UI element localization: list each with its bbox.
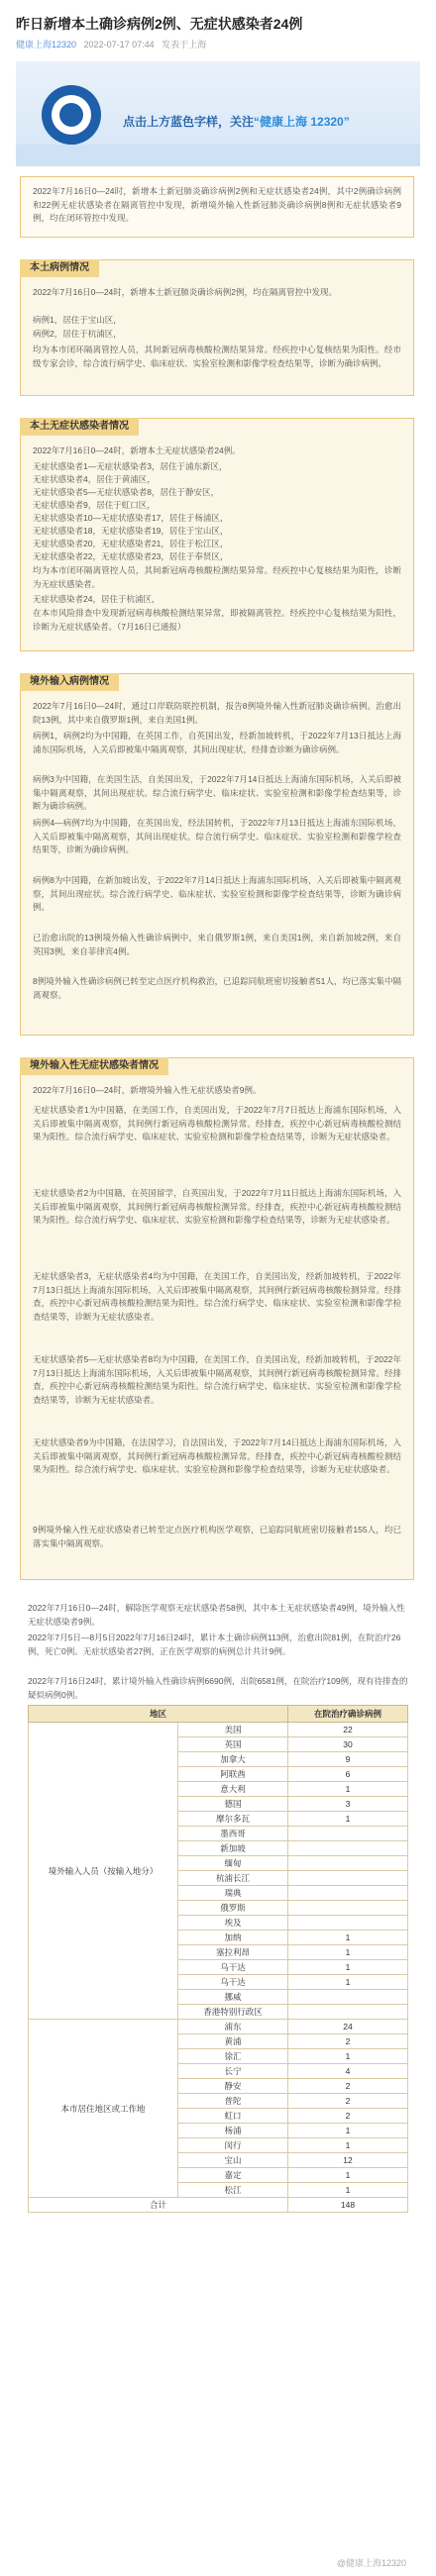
table-cell-region: 杨浦: [178, 2124, 288, 2138]
account-link[interactable]: 健康上海12320: [16, 40, 77, 50]
table-cell-region: 德国: [178, 1797, 288, 1812]
banner-wave: [16, 145, 420, 166]
table-cell-region: 香港特别行政区: [178, 2005, 288, 2020]
table-cell-region: 加拿大: [178, 1752, 288, 1767]
section-heading: 境外输入性无症状感染者情况: [20, 1057, 168, 1075]
table-cell-value: 1: [288, 2138, 408, 2153]
local-asym-line: 无症状感染者24，居住于杭浦区，: [33, 594, 161, 604]
table-row: [29, 2020, 408, 2034]
table-cell-value: 4: [288, 2064, 408, 2079]
table-cell-value: 9: [288, 1752, 408, 1767]
table-row: [29, 1723, 408, 1737]
imported-asym-paragraph: 无症状感染者9为中国籍，在法国学习，自法国出发，于2022年7月14日抵达上海浦东国际机场，入关后即被集中隔离观察，其间例行新冠病毒核酸检测异常。经排查，疾控中心新冠病毒核酸检测结果为阳性。综合流行病学史、临床症状、实验室检测和影像学检查结果等，诊断为无症状感染者。: [33, 1437, 401, 1474]
table-total-label: 合计: [29, 2198, 288, 2213]
table-cell-value: 1: [288, 2049, 408, 2064]
table-cell-region: 新加坡: [178, 1841, 288, 1856]
table-cell-region: 美国: [178, 1723, 288, 1737]
table-cell-region: 加纳: [178, 1931, 288, 1945]
local-asym-line: 无症状感染者9，居住于虹口区，: [33, 500, 156, 510]
table-cell-value: 6: [288, 1767, 408, 1782]
table-cell-region: 挪威: [178, 1990, 288, 2005]
table-header: 在院治疗确诊病例: [288, 1706, 408, 1723]
follow-prompt: [123, 113, 410, 130]
imported-asym-paragraph: 无症状感染者2为中国籍，在英国留学，自英国出发，于2022年7月11日抵达上海浦东国际机场，入关后即被集中隔离观察，其间例行新冠病毒核酸检测异常。经排查，疾控中心新冠病毒核酸检测结果为阳性。综合流行病学史、临床症状、实验室检测和影像学检查结果等，诊断为无症状感染者。: [33, 1188, 401, 1225]
table-cell-region: 宝山: [178, 2153, 288, 2168]
table-cell-region: 黄浦: [178, 2034, 288, 2049]
table-cell-value: [288, 1916, 408, 1931]
table-cell-value: 1: [288, 1931, 408, 1945]
table-cell-value: [288, 1841, 408, 1856]
imported-paragraph: 病例4—病例7均为中国籍，在英国出发，经法国转机，于2022年7月13日抵达上海浦东国际机场，入关后即被集中隔离观察，其间出现症状。综合流行病学史、临床症状、实验室检测和影像学检查结果等，诊断为确诊病例。: [33, 818, 401, 854]
table-cell-value: 1: [288, 2183, 408, 2198]
table-cell-value: [288, 2005, 408, 2020]
eye-logo-icon: [42, 85, 101, 145]
table-cell-value: 2: [288, 2079, 408, 2094]
article-meta: [16, 38, 206, 50]
local-cases-lead: 2022年7月16日0—24时，新增本土新冠肺炎确诊病例2例，均在隔离管控中发现。: [33, 287, 338, 297]
local-asymptomatic-section: [20, 418, 414, 651]
table-header: 地区: [29, 1706, 288, 1723]
summary-note: 2022年7月5日—8月5日2022年7月16日24时，累计本土确诊病例113例，治愈出院81例，在院治疗26例，死亡0例。无症状感染者27例，正在医学观察的病例总计共计9例。: [28, 1633, 401, 1656]
table-cell-region: 虹口: [178, 2109, 288, 2124]
imported-asymptomatic-section: [20, 1057, 414, 1580]
follow-banner[interactable]: [16, 61, 420, 166]
summary-note: 2022年7月16日24时，累计境外输入性确诊病例6690例，出院6581例，在院治疗109例，现有待排查的疑似病例0例。: [28, 1676, 408, 1700]
local-asym-detail: 在本市风险排查中发现新冠病毒核酸检测结果异常，即被隔离管控。经疾控中心复核结果为阳性，诊断为无症状感染者。（7月16日已通报）: [33, 608, 401, 632]
table-cell-region: 乌干达: [178, 1960, 288, 1975]
table-cell-region: 静安: [178, 2079, 288, 2094]
table-cell-value: 1: [288, 1812, 408, 1827]
table-cell-region: 意大利: [178, 1782, 288, 1797]
table-cell-value: [288, 1856, 408, 1871]
local-case-1: 病例1，居住于宝山区，: [33, 315, 122, 325]
follow-prompt-text: 点击上方蓝色字样，关注: [123, 115, 255, 129]
local-cases-detail: 均为本市闭环隔离管控人员，其间新冠病毒核酸检测结果异常。经疾控中心复核结果为阳性。经市级专家会诊，综合流行病学史、临床症状、实验室检测和影像学检查结果等，诊断为确诊病例。: [33, 345, 401, 368]
table-cell-value: 30: [288, 1737, 408, 1752]
table-cell-value: 1: [288, 1975, 408, 1990]
imported-asym-paragraph: 2022年7月16日0—24时，新增境外输入性无症状感染者9例。: [33, 1085, 262, 1095]
table-total-value: 148: [288, 2198, 408, 2213]
local-asym-line: 无症状感染者20，无症状感染者21，居住于松江区，: [33, 539, 229, 548]
table-cell-value: 1: [288, 2168, 408, 2183]
table-cell-region: 摩尔多瓦: [178, 1812, 288, 1827]
publish-date: 2022-07-17 07:44: [83, 40, 155, 50]
table-cell-value: 24: [288, 2020, 408, 2034]
article-title: 昨日新增本土确诊病例2例、无症状感染者24例: [16, 16, 303, 32]
table-cell-region: 徐汇: [178, 2049, 288, 2064]
table-total-row: [29, 2198, 408, 2213]
follow-account-name: “健康上海 12320”: [254, 115, 350, 129]
table-cell-region: 松江: [178, 2183, 288, 2198]
section-heading: 境外输入病例情况: [20, 673, 119, 691]
local-asym-line: 无症状感染者18，无症状感染者19，居住于宝山区，: [33, 526, 229, 536]
table-cell-value: 1: [288, 1960, 408, 1975]
imported-paragraph: 已治愈出院的13例境外输入性确诊病例中，来自俄罗斯1例，来自美国1例，来自新加坡2例，来自英国3例，来自菲律宾4例。: [33, 933, 401, 956]
table-cell-region: 普陀: [178, 2094, 288, 2109]
summary-note: 2022年7月16日0—24时，解除医学观察无症状感染者58例，其中本土无症状感染者49例，境外输入性无症状感染者9例。: [28, 1603, 405, 1627]
section-heading: 本土病例情况: [20, 259, 99, 277]
table-cell-region: 阿联酋: [178, 1767, 288, 1782]
table-cell-region: 墨西哥: [178, 1827, 288, 1841]
table-cell-region: 闵行: [178, 2138, 288, 2153]
table-cell-value: 2: [288, 2094, 408, 2109]
table-cell-value: 22: [288, 1723, 408, 1737]
table-cell-value: [288, 1886, 408, 1901]
imported-paragraph: 病例3为中国籍，在美国生活，自美国出发，于2022年7月14日抵达上海浦东国际机场，入关后即被集中隔离观察，其间出现症状。综合流行病学史、临床症状、实验室检测和影像学检查结果等，诊断为确诊病例。: [33, 774, 401, 811]
table-cell-value: 3: [288, 1797, 408, 1812]
local-cases-section: [20, 259, 414, 396]
table-cell-value: 1: [288, 1782, 408, 1797]
table-cell-value: 1: [288, 2124, 408, 2138]
local-asym-lead: 2022年7月16日0—24时，新增本土无症状感染者24例。: [33, 446, 241, 455]
local-asym-line: 无症状感染者1—无症状感染者3，居住于浦东新区，: [33, 461, 228, 471]
table-cell-region: 浦东: [178, 2020, 288, 2034]
table-cell-region: 瑞典: [178, 1886, 288, 1901]
table-cell-region: 俄罗斯: [178, 1901, 288, 1916]
imported-asym-paragraph: 无症状感染者1为中国籍，在美国工作，自美国出发，于2022年7月7日抵达上海浦东国际机场，入关后即被集中隔离观察，其间例行新冠病毒核酸检测异常。经排查，疾控中心新冠病毒核酸检测结果为阳性。综合流行病学史、临床症状、实验室检测和影像学检查结果等，诊断为无症状感染者。: [33, 1105, 401, 1141]
imported-paragraph: 2022年7月16日0—24时，通过口岸联防联控机制，报告8例境外输入性新冠肺炎确诊病例。治愈出院13例，其中来自俄罗斯1例，来自美国1例。: [33, 701, 401, 725]
imported-asym-paragraph: 无症状感染者5—无症状感染者8均为中国籍，在美国工作，自美国出发，经新加坡转机，于2022年7月13日抵达上海浦东国际机场，入关后即被集中隔离观察，其间例行新冠病毒核酸检测异常。经排查，疾控中心新冠病毒核酸检测结果为阳性。综合流行病学史、临床症状、实验室检测和影像学检查结果等，诊断为无症状感染者。: [33, 1354, 401, 1405]
local-asym-line: 无症状感染者22，无症状感染者23，居住于奉贤区，: [33, 551, 229, 561]
table-group-label: 境外输入人员（按输入地分）: [29, 1723, 178, 2020]
hospital-cases-table: [28, 1705, 408, 2213]
table-cell-region: 英国: [178, 1737, 288, 1752]
table-cell-region: 埃及: [178, 1916, 288, 1931]
table-cell-value: [288, 1827, 408, 1841]
watermark: @健康上海12320: [336, 2558, 406, 2568]
imported-cases-section: [20, 673, 414, 1036]
table-cell-region: 长宁: [178, 2064, 288, 2079]
local-asym-line: 无症状感染者4，居住于黄浦区，: [33, 474, 156, 484]
local-asym-line: 无症状感染者10—无症状感染者17，居住于杨浦区，: [33, 513, 229, 523]
publish-location: 发表于上海: [162, 40, 207, 50]
section-heading: 本土无症状感染者情况: [20, 418, 139, 436]
local-case-2: 病例2，居住于杭浦区，: [33, 329, 122, 339]
table-group-label: 本市居住地区或工作地: [29, 2020, 178, 2198]
table-cell-value: 2: [288, 2034, 408, 2049]
table-cell-region: 嘉定: [178, 2168, 288, 2183]
imported-paragraph: 8例境外输入性确诊病例已转至定点医疗机构救治，已追踪同航班密切接触者51人，均已落实集中隔离观察。: [33, 976, 401, 1000]
table-cell-value: 1: [288, 1945, 408, 1960]
table-cell-value: [288, 1901, 408, 1916]
imported-paragraph: 病例8为中国籍，在新加坡出发，于2022年7月14日抵达上海浦东国际机场，入关后即被集中隔离观察，其间出现症状。综合流行病学史、临床症状、实验室检测和影像学检查结果等，诊断为确诊病例。: [33, 875, 401, 912]
intro-paragraph: 2022年7月16日0—24时，新增本土新冠肺炎确诊病例2例和无症状感染者24例，其中2例确诊病例和22例无症状感染者在隔离管控中发现，新增境外输入性新冠肺炎确诊病例8例和无症状感染者9例，均在闭环管控中发现。: [33, 186, 401, 223]
table-cell-value: [288, 1990, 408, 2005]
local-asym-line: 无症状感染者5—无症状感染者8，居住于静安区，: [33, 487, 219, 497]
table-cell-region: 乌干达: [178, 1975, 288, 1990]
imported-paragraph: 病例1，病例2均为中国籍，在英国工作，自英国出发，经新加坡转机，于2022年7月13日抵达上海浦东国际机场，入关后即被集中隔离观察，其间出现症状，经排查诊断为确诊病例。: [33, 731, 401, 754]
table-cell-value: [288, 1871, 408, 1886]
table-cell-region: 塞拉利昂: [178, 1945, 288, 1960]
imported-asym-paragraph: 9例境外输入性无症状感染者已转至定点医疗机构医学观察，已追踪同航班密切接触者155人，均已落实集中隔离观察。: [33, 1525, 401, 1548]
table-cell-region: 缅甸: [178, 1856, 288, 1871]
table-cell-region: 杭浦长江: [178, 1871, 288, 1886]
table-cell-value: 12: [288, 2153, 408, 2168]
imported-asym-paragraph: 无症状感染者3，无症状感染者4均为中国籍，在美国工作，自美国出发，经新加坡转机，于2022年7月13日抵达上海浦东国际机场，入关后即被集中隔离观察，其间例行新冠病毒核酸检测异常。经排查，疾控中心新冠病毒核酸检测结果为阳性。综合流行病学史、临床症状、实验室检测和影像学检查结果等，诊断为无症状感染者。: [33, 1271, 401, 1322]
local-asym-detail: 均为本市闭环隔离管控人员，其间新冠病毒核酸检测结果异常。经疾控中心复核结果为阳性，诊断为无症状感染者。: [33, 565, 401, 589]
intro-box: [20, 176, 414, 238]
table-cell-value: 2: [288, 2109, 408, 2124]
